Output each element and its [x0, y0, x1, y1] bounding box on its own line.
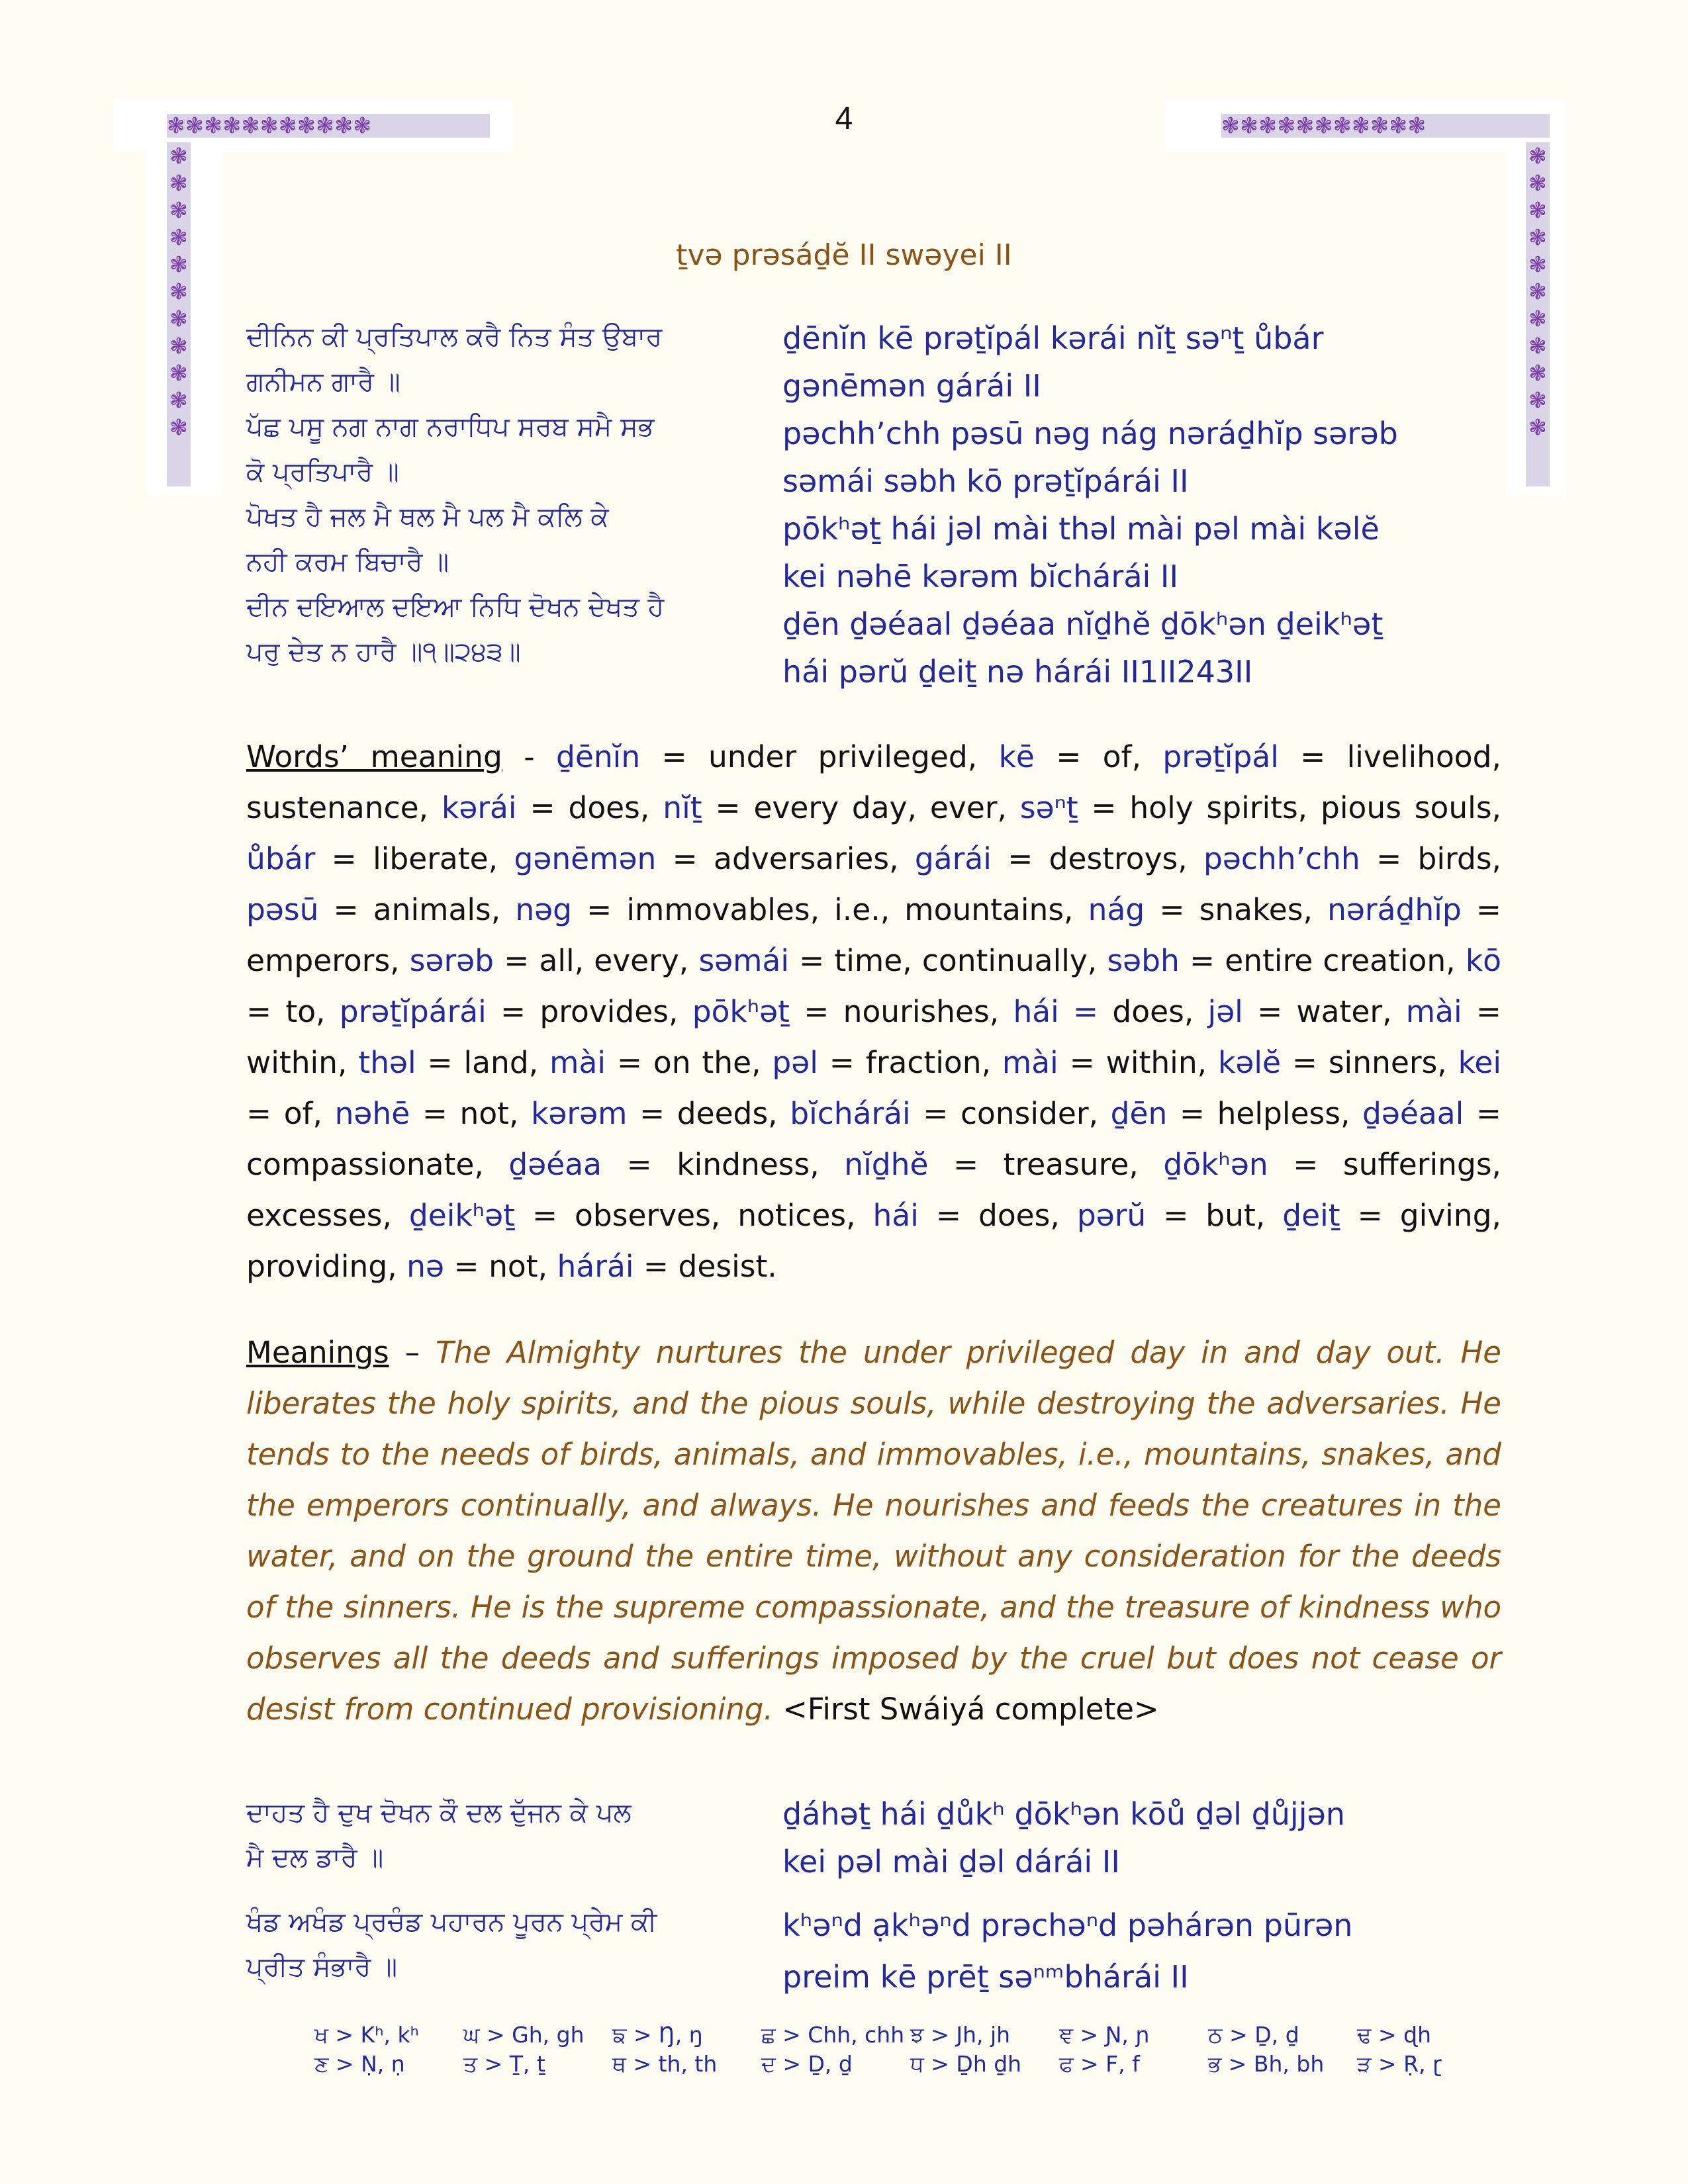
ornament-top-left: ❃❃❃❃❃❃❃❃❃❃❃: [167, 114, 490, 138]
gloss-definition: = observes, notices,: [514, 1198, 873, 1233]
gloss-term: gənēmən: [514, 841, 657, 876]
gloss-definition: = animals,: [318, 892, 516, 927]
gloss-term: thəl: [358, 1045, 416, 1080]
gloss-definition: = under privileged,: [640, 739, 999, 774]
gloss-definition: = emperors,: [246, 892, 1502, 978]
gloss-definition: = immovables, i.e., mountains,: [572, 892, 1088, 927]
gloss-term: nĭṯ: [663, 790, 702, 825]
gloss-definition: = not,: [410, 1096, 532, 1131]
gloss-term: kō: [1465, 943, 1501, 978]
meanings-end-note: <First Swáiyá complete>: [773, 1692, 1159, 1727]
gloss-term: ḏeiṯ: [1282, 1198, 1340, 1233]
verse-2a-punjabi: ਦਾਹਤ ਹੈ ਦੁਖ ਦੋਖਨ ਕੌ ਦਲ ਦੁੱਜਨ ਕੇ ਪਲ ਮੈ ਦਲ ਡਾਰੈ ॥: [246, 1797, 632, 1873]
legend-entry: ਤ > Ṯ, ṯ: [463, 2051, 545, 2077]
gloss-term: prəṯĭpál: [1162, 739, 1279, 774]
meanings-label: Meanings: [246, 1335, 389, 1370]
gloss-definition: = does,: [918, 1198, 1077, 1233]
legend-entry: ਠ > Ḏ, ḏ: [1208, 2022, 1299, 2048]
verse-2b-punjabi: ਖੰਡ ਅਖੰਡ ਪ੍ਰਚੰਡ ਪਹਾਰਨ ਪੂਰਨ ਪ੍ਰੇਮ ਕੀ ਪ੍ਰੀਤ ਸੰਭਾਰੈ ॥: [246, 1907, 657, 1982]
gloss-definition: = does,: [516, 790, 663, 825]
meanings-text: The Almighty nurtures the under privileged day in and day out. He liberates the holy spirits, and the pious souls, while destroying the adversaries. He tends to the needs of birds, animals, and immovables, i.e., mountains, snakes, and the emperors continually, and always. He nourishes and feeds the creatures in the water, and on the ground the entire time, without any consideration for the deeds of the sinners. He is the supreme compassionate, and the treasure of kindness who observes all the deeds and sufferings imposed by the cruel but does not cease or desist from continued provisioning.: [246, 1335, 1501, 1727]
section-heading: ṯvə prəsáḏĕ II swəyei II: [676, 238, 1012, 272]
verse-2a-transliteration: ḏáhəṯ hái ḏůkʰ ḏōkʰən kōů ḏəl ḏůjjən kei pəl mài ḏəl dárái II: [782, 1796, 1345, 1880]
legend-entry: ਛ > Chh, chh: [761, 2022, 905, 2048]
gloss-term: kərái: [442, 790, 517, 825]
gloss-definition: = to,: [246, 994, 340, 1029]
legend-entry: ਖ > Kʰ, kʰ: [314, 2022, 419, 2048]
gloss-definition: = of,: [246, 1096, 335, 1131]
ornament-left: ❃❃❃❃❃❃❃❃❃❃❃: [167, 142, 191, 486]
meanings-dash: –: [389, 1335, 436, 1370]
gloss-definition: = livelihood, sustenance,: [246, 739, 1501, 825]
verse-2b: [246, 1899, 1504, 2003]
gloss-term: nág: [1088, 892, 1145, 927]
gloss-definition: = desist.: [633, 1249, 777, 1284]
gloss-term: pəchh’chh: [1203, 841, 1360, 876]
gloss-definition: = treasure,: [928, 1147, 1164, 1182]
gloss-term: pəsū: [246, 892, 319, 927]
ornament-top-right: ❃❃❃❃❃❃❃❃❃❃❃: [1221, 114, 1550, 138]
words-meaning-paragraph: [246, 731, 1501, 1292]
verse-1-punjabi: ਦੀਨਿਨ ਕੀ ਪ੍ਰਤਿਪਾਲ ਕਰੈ ਨਿਤ ਸੰਤ ਉਬਾਰ ਗਨੀਮਨ ਗਾਰੈ ॥ ਪੱਛ ਪਸੂ ਨਗ ਨਾਗ ਨਰਾਧਿਪ ਸਰਬ ਸਮੈ ਸਭ ਕੋ ਪ੍ਰਤਿਪਾਰੈ ॥ ਪੋਖਤ ਹੈ ਜਲ ਮੈ ਥਲ ਮੈ ਪਲ ਮੈ ਕਲਿ ਕੇ ਨਹੀ ਕਰਮ ਬਿਚਾਰੈ ॥ ਦੀਨ ਦਇਆਲ ਦਇਆ ਨਿਧਿ ਦੋਖਨ ਦੇਖਤ ਹੈ ਪਰੁ ਦੇਤ ਨ ਹਾਰੈ ॥੧॥੨੪੩॥: [246, 322, 665, 667]
gloss-definition: = within,: [1058, 1045, 1218, 1080]
gloss-term: mài: [1405, 994, 1462, 1029]
gloss-definition: = but,: [1146, 1198, 1283, 1233]
meanings-paragraph: [246, 1327, 1501, 1735]
gloss-term: kəlĕ: [1218, 1045, 1281, 1080]
gloss-term: pōkʰəṯ: [692, 994, 790, 1029]
gloss-definition: = of,: [1034, 739, 1163, 774]
gloss-definition: = time, continually,: [788, 943, 1107, 978]
gloss-term: kē: [998, 739, 1035, 774]
gloss-definition: = on the,: [605, 1045, 773, 1080]
gloss-definition: = within,: [246, 994, 1502, 1080]
gloss-term: səbh: [1107, 943, 1180, 978]
verse-2b-transliteration: kʰəⁿd ạkʰəⁿd prəchəⁿd pəhárən pūrən preim kē prēṯ səⁿᵐbhárái II: [782, 1907, 1353, 1995]
gloss-definition: = sufferings, excesses,: [246, 1147, 1501, 1233]
gloss-term: nĭḏhĕ: [844, 1147, 929, 1182]
gloss-definition: = sinners,: [1280, 1045, 1458, 1080]
gloss-definition: = every day, ever,: [702, 790, 1020, 825]
gloss-definition: = compassionate,: [246, 1096, 1501, 1182]
gloss-term: hái: [872, 1198, 919, 1233]
legend-entry: ਫ > F, f: [1059, 2051, 1140, 2077]
verse-2a: [246, 1790, 1504, 1886]
gloss-term: ḏōkʰən: [1163, 1147, 1268, 1182]
gloss-term: prəṯĭpárái: [339, 994, 487, 1029]
gloss-term: ḏēn: [1110, 1096, 1168, 1131]
legend-entry: ਭ > Bh, bh: [1208, 2051, 1325, 2077]
gloss-definition: = all, every,: [494, 943, 699, 978]
gloss-definition: = consider,: [910, 1096, 1111, 1131]
gloss-term: səⁿṯ: [1019, 790, 1078, 825]
gloss-definition: = provides,: [486, 994, 692, 1029]
gloss-term: ḏəéaa: [508, 1147, 602, 1182]
gloss-term: nə: [406, 1249, 445, 1284]
gloss-term: nəhē: [334, 1096, 410, 1131]
legend-entry: ੜ > Ṛ, ɽ: [1357, 2051, 1442, 2077]
words-meaning-dash: -: [502, 739, 556, 774]
ornament-right: ❃❃❃❃❃❃❃❃❃❃❃: [1526, 142, 1550, 486]
gloss-definition: = liberate,: [315, 841, 514, 876]
legend-entry: ਙ > Ŋ, ŋ: [612, 2022, 703, 2048]
legend-entry: ਞ > Ɲ, ɲ: [1059, 2022, 1150, 2048]
gloss-term: jəl: [1207, 994, 1243, 1029]
verse-1-transliteration: ḏēnĭn kē prəṯĭpál kərái nĭṯ səⁿṯ ůbár gənēmən gárái II pəchh’chh pəsū nəg nág nəráḏhĭp sərəb səmái səbh kō prəṯĭpárái II pōkʰəṯ hái jəl mài thəl mài pəl mài kəlĕ kei nəhē kərəm bĭchárái II ḏēn ḏəéaal ḏəéaa nĭḏhĕ ḏōkʰən ḏeikʰəṯ hái pərŭ ḏeiṯ nə hárái II1II243II: [782, 320, 1398, 690]
gloss-term: gárái: [914, 841, 992, 876]
page-number: 4: [835, 101, 853, 136]
gloss-definition: = nourishes,: [790, 994, 1013, 1029]
gloss-term: bĭchárái: [790, 1096, 911, 1131]
gloss-term: ḏəéaal: [1362, 1096, 1464, 1131]
legend-entry: ਘ > Gh, gh: [463, 2022, 585, 2048]
gloss-definition: = water,: [1243, 994, 1406, 1029]
legend-entry: ਢ > ɖh: [1357, 2022, 1432, 2048]
verse-1: [246, 314, 1504, 696]
gloss-definition: = land,: [416, 1045, 550, 1080]
gloss-term: səmái: [698, 943, 789, 978]
words-meaning-label: Words’ meaning: [246, 739, 502, 774]
gloss-definition: does,: [1098, 994, 1208, 1029]
gloss-definition: = adversaries,: [656, 841, 915, 876]
gloss-definition: = kindness,: [602, 1147, 845, 1182]
gloss-term: nəg: [515, 892, 573, 927]
legend-entry: ਦ > Ḏ, ḏ: [761, 2051, 853, 2077]
gloss-term: pərŭ: [1076, 1198, 1147, 1233]
gloss-definition: = birds,: [1360, 841, 1501, 876]
legend-entry: ਥ > th, th: [612, 2051, 718, 2077]
gloss-definition: = holy spirits, pious souls,: [1078, 790, 1501, 825]
gloss-term: hái =: [1013, 994, 1099, 1029]
gloss-term: hárái: [557, 1249, 634, 1284]
gloss-term: ḏēnĭn: [555, 739, 641, 774]
gloss-term: sərəb: [409, 943, 494, 978]
gloss-definition: = fraction,: [818, 1045, 1002, 1080]
gloss-term: ůbár: [246, 841, 316, 876]
legend-entry: ਣ > Ṇ, ṇ: [314, 2051, 405, 2077]
gloss-term: kərəm: [531, 1096, 628, 1131]
legend-entry: ਧ > Ḏh ḏh: [910, 2051, 1022, 2077]
gloss-term: mài: [549, 1045, 606, 1080]
words-meaning-list: [246, 739, 1501, 1284]
gloss-term: nəráḏhĭp: [1327, 892, 1462, 927]
gloss-term: mài: [1002, 1045, 1058, 1080]
gloss-definition: = not,: [444, 1249, 557, 1284]
gloss-term: kei: [1458, 1045, 1501, 1080]
gloss-term: pəl: [772, 1045, 818, 1080]
legend-entry: ਝ > Jh, jh: [910, 2022, 1011, 2048]
gloss-definition: = helpless,: [1167, 1096, 1362, 1131]
gloss-definition: = deeds,: [627, 1096, 790, 1131]
gloss-definition: = snakes,: [1145, 892, 1328, 927]
gloss-definition: = giving, providing,: [246, 1198, 1501, 1284]
transliteration-legend: [314, 2022, 1506, 2077]
gloss-definition: = entire creation,: [1179, 943, 1466, 978]
gloss-term: ḏeikʰəṯ: [408, 1198, 515, 1233]
gloss-definition: = destroys,: [991, 841, 1204, 876]
